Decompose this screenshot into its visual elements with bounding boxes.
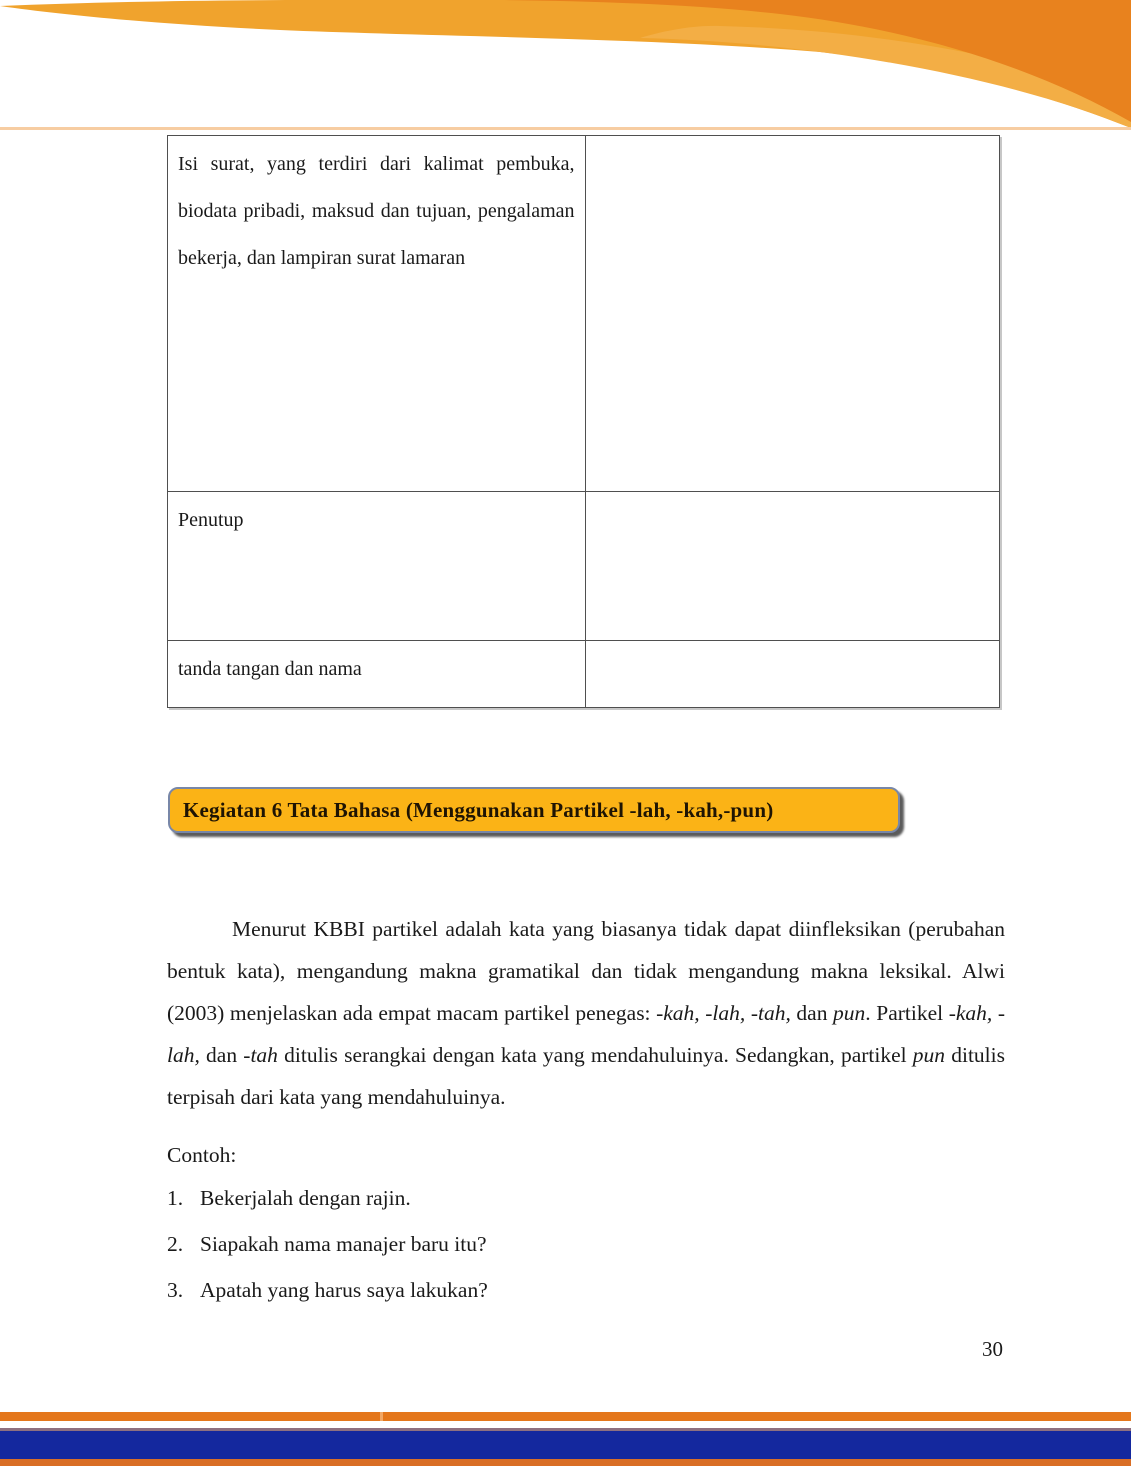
examples-label: Contoh: <box>167 1143 237 1167</box>
example-text: Bekerjalah dengan rajin. <box>200 1186 411 1210</box>
header-swoosh-art <box>0 0 1131 132</box>
paragraph-text: ditulis serangkai dengan kata yang mendahuluinya. Sedangkan, partikel <box>277 1042 913 1067</box>
example-number: 1. <box>167 1186 184 1210</box>
table-cell-label: tanda tangan dan nama <box>168 641 586 708</box>
example-item <box>167 1221 1005 1267</box>
example-item <box>167 1175 1005 1221</box>
paragraph-text: dan <box>790 1000 834 1025</box>
table-cell-label: Penutup <box>168 492 586 641</box>
table-cell-label: Isi surat, yang terdiri dari kalimat pembuka, biodata pribadi, maksud dan tujuan, pengalaman bekerja, dan lampiran surat lamaran <box>168 136 586 492</box>
table-cell-value <box>585 492 999 641</box>
section-heading-banner <box>168 787 900 833</box>
letter-structure-table <box>167 135 1000 708</box>
body-paragraph <box>167 908 1005 1118</box>
table-cell-value <box>585 136 999 492</box>
page-number: 30 <box>982 1337 1003 1361</box>
particle-term: -kah, -lah, -tah, <box>656 1000 791 1025</box>
table-row <box>168 136 1000 492</box>
particle-term: -kah, -lah, <box>167 1000 1005 1067</box>
examples-list <box>167 1175 1005 1313</box>
footer-bar-divider <box>380 1412 383 1421</box>
paragraph-text: Menurut KBBI partikel adalah kata yang biasanya tidak dapat diinfleksikan (perubahan bentuk kata), mengandung makna gramatikal dan tidak mengandung makna leksikal. Alwi (2003) menjelaskan ada empat macam partikel penegas: <box>167 916 1005 1025</box>
particle-term: pun <box>833 1000 866 1025</box>
table-cell-value <box>585 641 999 708</box>
paragraph-text: . Partikel <box>865 1000 949 1025</box>
footer-blue-bar <box>0 1428 1131 1459</box>
table-row <box>168 492 1000 641</box>
footer-bottom-strip <box>0 1459 1131 1466</box>
example-number: 2. <box>167 1232 184 1256</box>
example-text: Apatah yang harus saya lakukan? <box>200 1278 488 1302</box>
example-text: Siapakah nama manajer baru itu? <box>200 1232 487 1256</box>
example-number: 3. <box>167 1278 184 1302</box>
section-heading-label: Kegiatan 6 Tata Bahasa (Menggunakan Partikel -lah, -kah,-pun) <box>183 797 774 822</box>
particle-term: -tah <box>243 1042 278 1067</box>
particle-term: pun <box>912 1042 946 1067</box>
paragraph-text: dan <box>199 1042 244 1067</box>
example-item <box>167 1267 1005 1313</box>
header-accent-line <box>0 127 1131 130</box>
footer-orange-bar <box>0 1412 1131 1421</box>
table-row <box>168 641 1000 708</box>
paragraph-text: ditulis terpisah dari kata yang mendahuluinya. <box>167 1042 1006 1109</box>
